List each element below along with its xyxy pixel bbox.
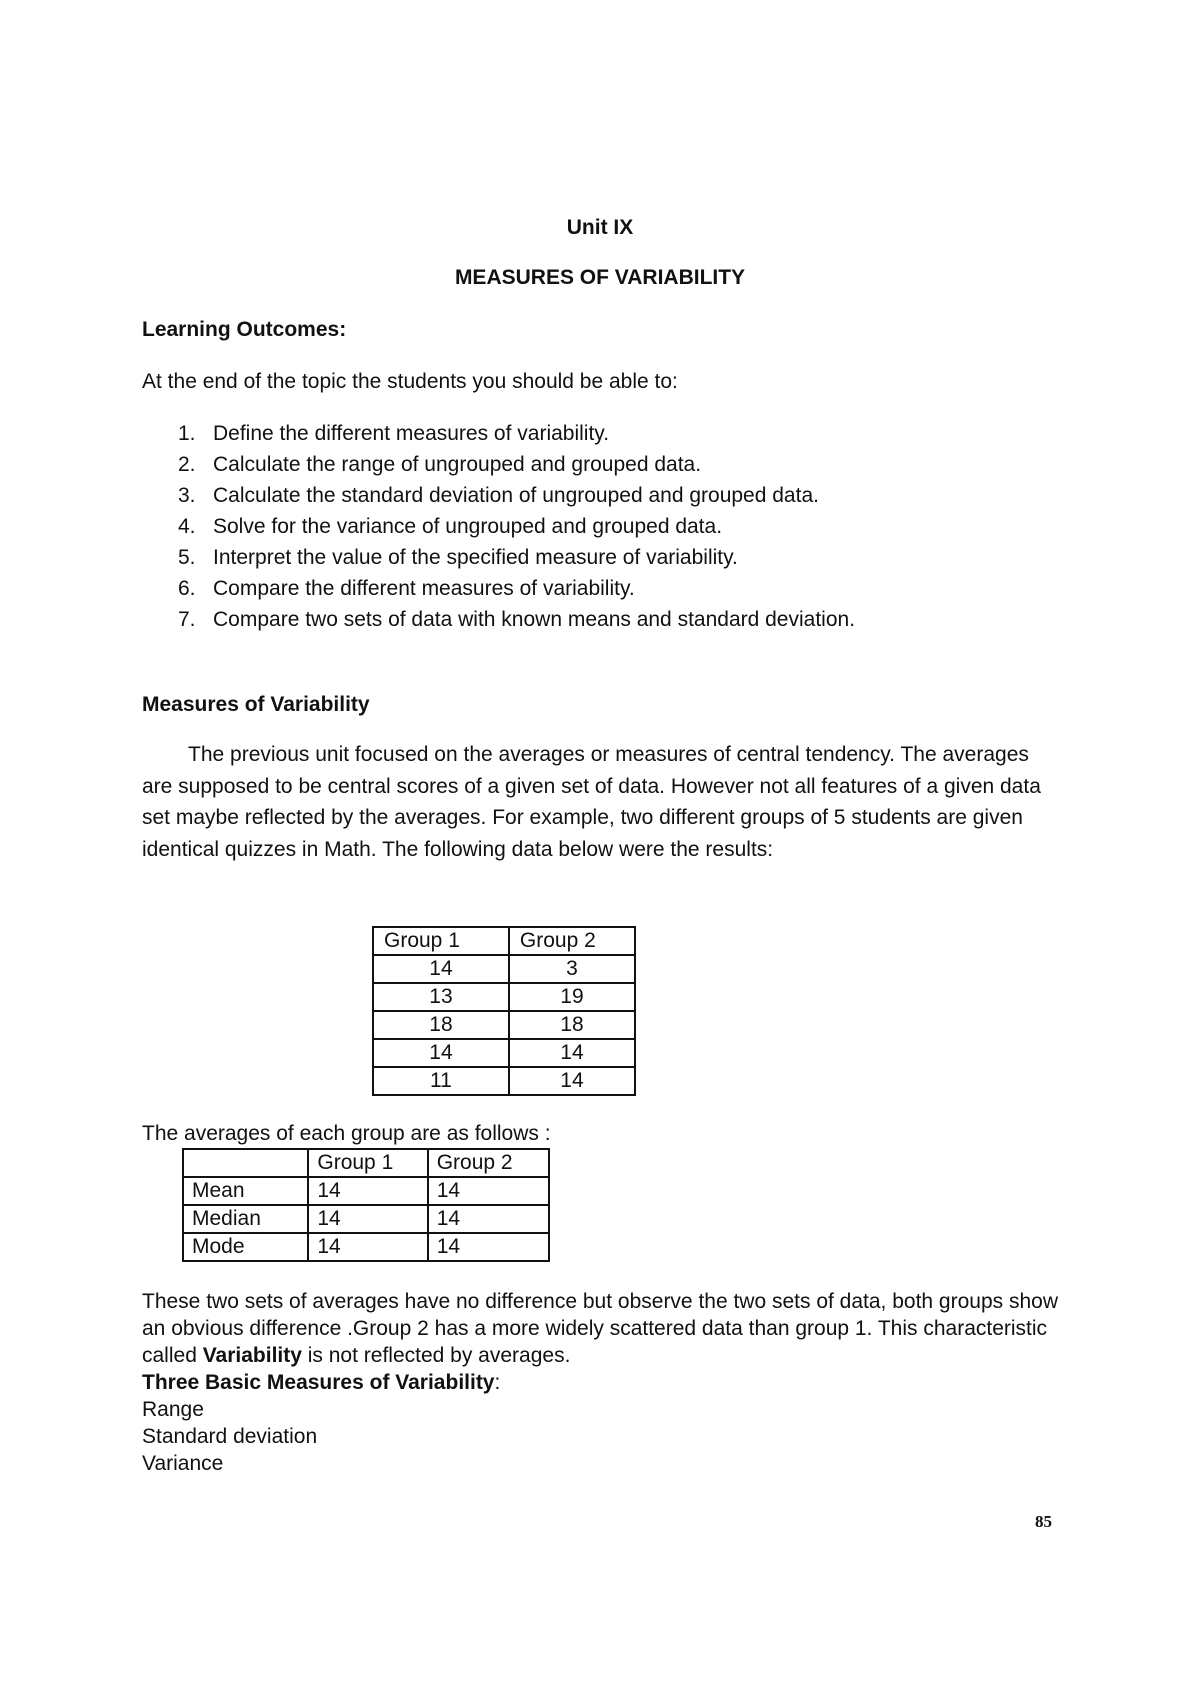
unit-title: Unit IX (566, 216, 634, 239)
scores-table (372, 926, 636, 1096)
section-paragraph: The previous unit focused on the averages or measures of central tendency. The averages are supposed to be central scores of a given set of data. However not all features of a given data set maybe reflected by the averages. For example, two different groups of 5 students are given identical quizzes in Math. The following data below were the results: (142, 743, 1041, 861)
learning-outcomes-heading: Learning Outcomes: (142, 318, 347, 341)
conclusion-paragraph: These two sets of averages have no difference but observe the two sets of data, both groups show an obvious difference .Group 2 has a more widely scattered data than group 1. This characteristic called Variability is not reflected by averages. (142, 1290, 1059, 1367)
column-header (183, 1149, 308, 1177)
table-row: 18 18 (373, 1011, 635, 1039)
table-row: 11 14 (373, 1067, 635, 1095)
column-header: Group 2 (428, 1149, 549, 1177)
list-item: 3. Calculate the standard deviation of ungrouped and grouped data. (178, 484, 819, 507)
list-item: 1. Define the different measures of variability. (178, 422, 610, 445)
outcomes-intro: At the end of the topic the students you should be able to: (142, 370, 678, 393)
column-header: Group 1 (308, 1149, 427, 1177)
table-row: 14 14 (373, 1039, 635, 1067)
table-header-row (373, 927, 635, 955)
list-item: 7. Compare two sets of data with known means and standard deviation. (178, 608, 856, 631)
basic-measure-variance: Variance (142, 1452, 224, 1475)
averages-table (182, 1148, 550, 1262)
outcomes-list (142, 418, 1092, 635)
table-row: Mode 14 14 (183, 1233, 549, 1261)
column-header: Group 2 (509, 927, 635, 955)
variability-term: Variability (202, 1344, 302, 1367)
list-item: 2. Calculate the range of ungrouped and grouped data. (178, 453, 702, 476)
list-item: 4. Solve for the variance of ungrouped and grouped data. (178, 515, 723, 538)
page-title: MEASURES OF VARIABILITY (454, 266, 746, 289)
table-row: 13 19 (373, 983, 635, 1011)
page-number: 85 (1035, 1512, 1052, 1531)
table-header-row (183, 1149, 549, 1177)
basic-measures-heading: Three Basic Measures of Variability: (142, 1371, 501, 1394)
section-heading: Measures of Variability (142, 693, 370, 716)
column-header: Group 1 (373, 927, 509, 955)
averages-intro: The averages of each group are as follows : (142, 1122, 551, 1145)
list-item: 6. Compare the different measures of variability. (178, 577, 635, 600)
table-row: 14 3 (373, 955, 635, 983)
table-row: Mean 14 14 (183, 1177, 549, 1205)
table-row: Median 14 14 (183, 1205, 549, 1233)
list-item: 5. Interpret the value of the specified measure of variability. (178, 546, 738, 569)
basic-measure-standard-deviation: Standard deviation (142, 1425, 318, 1448)
basic-measure-range: Range (142, 1398, 204, 1421)
